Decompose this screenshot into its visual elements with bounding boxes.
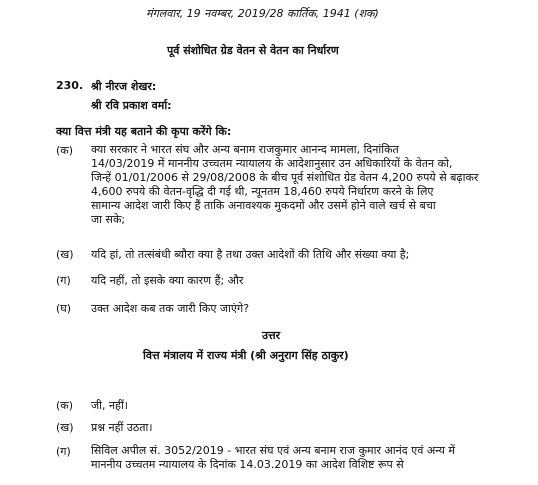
question-part-text	[91, 143, 518, 227]
question-intro: क्या वित्त मंत्री यह बताने की कृपा करेंगे कि:	[56, 125, 232, 138]
answer-part-text	[91, 444, 518, 472]
question-part-marker: (ग)	[56, 274, 71, 287]
answer-part-marker: (ख)	[56, 421, 74, 434]
answer-minister: वित्त मंत्रालय में राज्य मंत्री (श्री अनुराग सिंह ठाकुर)	[143, 349, 349, 362]
text-line: क्या सरकार ने भारत संघ और अन्य बनाम राजकुमार आनन्द मामला, दिनांकित	[91, 143, 399, 156]
asker-1: श्री नीरज शेखर:	[91, 80, 157, 93]
question-part-marker: (ख)	[56, 248, 74, 261]
question-part-text: यदि हां, तो तत्संबंधी ब्यौरा क्या है तथा उक्त आदेशों की तिथि और संख्या क्या है;	[91, 248, 410, 261]
text-line: माननीय उच्चतम न्यायालय के दिनांक 14.03.2019 का आदेश विशिष्ट रूप से	[91, 458, 404, 471]
text-line: 14/03/2019 में माननीय उच्चतम न्यायालय के आदेशानुसार उन अधिकारियों के वेतन को,	[91, 157, 453, 170]
question-number: 230.	[56, 79, 84, 92]
question-part-marker: (क)	[56, 144, 74, 157]
answer-part-marker: (ग)	[56, 445, 71, 458]
text-line: सिविल अपील सं. 3052/2019 - भारत संघ एवं अन्य बनाम राज कुमार आनंद एवं अन्य में	[91, 444, 455, 457]
answer-part-text: जी, नहीं।	[91, 399, 128, 412]
text-line: जिन्हें 01/01/2006 से 29/08/2008 के बीच पूर्व संशोधित ग्रेड वेतन 4,200 रुपये से बढ़ाकर	[91, 171, 479, 184]
document-title: पूर्व संशोधित ग्रेड वेतन से वेतन का निर्धारण	[167, 44, 339, 57]
text-line: 4,600 रुपये की वेतन-वृद्धि दी गई थी, न्यूनतम 18,460 रुपये निर्धारण करने के लिए	[91, 185, 434, 198]
question-part-text: उक्त आदेश कब तक जारी किए जाएंगे?	[91, 302, 250, 315]
asker-2: श्री रवि प्रकाश वर्मा:	[91, 99, 172, 112]
text-line: सामान्य आदेश जारी किए हैं ताकि अनावश्यक मुकदमों और उसमें होने वाले खर्च से बचा	[91, 199, 436, 212]
text-line: जा सके;	[91, 213, 126, 226]
answer-part-marker: (क)	[56, 399, 74, 412]
question-part-text: यदि नहीं, तो इसके क्या कारण हैं; और	[91, 274, 244, 287]
answer-part-text: प्रश्न नहीं उठता।	[91, 421, 153, 434]
date-line: मंगलवार, 19 नवम्बर, 2019/28 कार्तिक, 1941 (शक)	[146, 7, 379, 20]
answer-heading: उत्तर	[262, 329, 281, 342]
question-part-marker: (घ)	[56, 302, 72, 315]
